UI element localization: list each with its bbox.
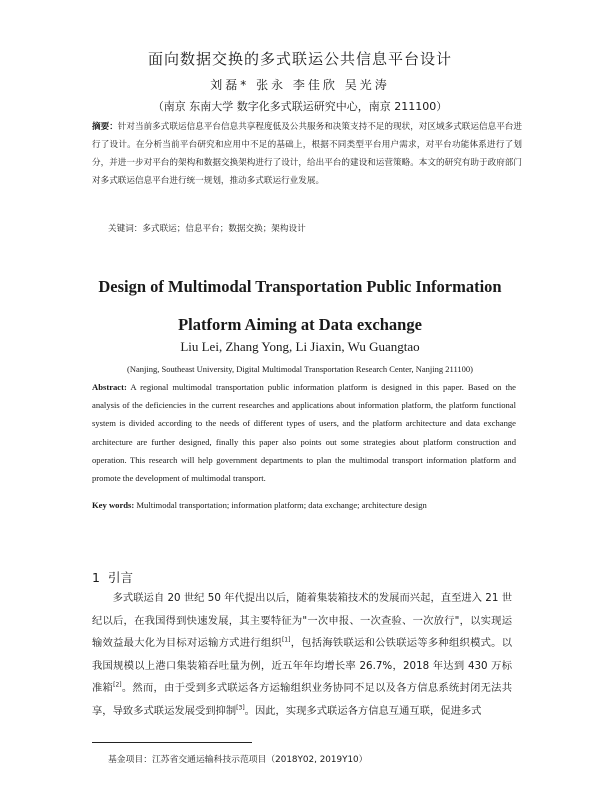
- english-abstract-label: Abstract:: [92, 382, 127, 392]
- english-abstract: [92, 378, 516, 487]
- chinese-abstract: [92, 118, 522, 190]
- citation-3[interactable]: [3]: [236, 704, 245, 712]
- english-keywords-text: Multimodal transportation; information platform; data exchange; architecture design: [136, 500, 427, 510]
- footnote-divider: [92, 742, 252, 743]
- english-keywords-label: Key words:: [92, 500, 135, 510]
- chinese-abstract-label: 摘要：: [92, 122, 118, 132]
- chinese-title: 面向数据交换的多式联运公共信息平台设计: [147, 50, 452, 68]
- funding-footnote: 基金项目：江苏省交通运输科技示范项目（2018Y02, 2019Y10）: [108, 755, 368, 765]
- chinese-affiliation: （南京 东南大学 数字化多式联运研究中心，南京 211100）: [152, 100, 448, 113]
- body-paragraph: [92, 587, 512, 723]
- citation-2[interactable]: [2]: [113, 681, 122, 689]
- chinese-keywords: [108, 222, 528, 234]
- english-title-line-2: Platform Aiming at Data exchange: [178, 315, 422, 334]
- body-text-part-3: 。然而，由于受到多式联运各方运输组织业务协同不足以及各方信息系统封闭无法共享，导致多式联运发展受到抑制: [92, 682, 513, 717]
- body-text-part-1: 多式联运自 20 世纪 50 年代提出以后，随着集装箱技术的发展而兴起，直至进入 21 世纪以后，在我国得到快速发展，其主要特征为"一次申报、一次查验、一次放行"，以实现运输效益最大化为目标对运输方式进行组织: [92, 592, 512, 650]
- section-heading: [92, 568, 133, 586]
- section-number: 1: [92, 570, 100, 585]
- english-authors: Liu Lei, Zhang Yong, Li Jiaxin, Wu Guangtao: [180, 339, 420, 354]
- chinese-authors: 刘磊* 张永 李佳欣 吴光涛: [210, 78, 390, 92]
- english-keywords: [92, 500, 516, 510]
- section-title: 引言: [107, 570, 133, 585]
- english-title-line-1: Design of Multimodal Transportation Public Information: [98, 277, 502, 296]
- body-text-part-4: 。因此，实现多式联运各方信息互通互联，促进多式: [244, 704, 482, 717]
- chinese-keywords-label: 关键词：: [108, 224, 143, 234]
- english-title: [0, 268, 600, 344]
- chinese-keywords-text: 多式联运；信息平台；数据交换；架构设计: [142, 224, 306, 234]
- english-abstract-text: A regional multimodal transportation public information platform is designed in this paper. Based on the analysis of the deficiencies in the current researches and applications about information platform, the platform functional system is divided according to the needs of different types of users, and the platform architecture and data exchange architecture are further designed, finally this paper also points out some strategies about platform construction and operation. This research will help government departments to plan the multimodal transport information platform and promote the development of multimodal transport.: [92, 382, 516, 484]
- body-text-part-2: ，包括海铁联运和公铁联运等多种组织模式。以我国规模以上港口集装箱吞吐量为例，近五年年均增长率 26.7%，2018 年达到 430 万标准箱: [92, 637, 513, 695]
- citation-1[interactable]: [1]: [281, 636, 291, 644]
- english-affiliation: (Nanjing, Southeast University, Digital Multimodal Transportation Research Center, Nanjing 211100): [127, 364, 473, 374]
- chinese-abstract-text: 针对当前多式联运信息平台信息共享程度低及公共服务和决策支持不足的现状，对区域多式联运信息平台进行了设计。在分析当前平台研究和应用中不足的基础上，根据不同类型平台用户需求，对平台功能体系进行了划分，并进一步对平台的架构和数据交换架构进行了设计，给出平台的建设和运营策略。本文的研究有助于政府部门对多式联运信息平台进行统一规划，推动多式联运行业发展。: [92, 122, 522, 186]
